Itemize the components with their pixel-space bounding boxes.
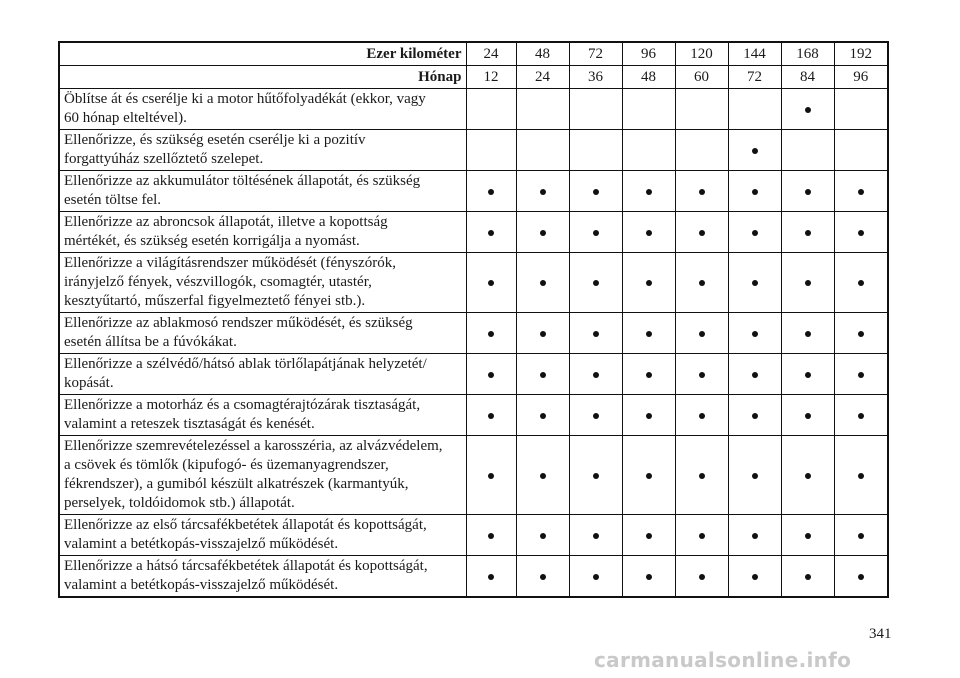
- task-description: [59, 556, 466, 598]
- schedule-cell: [728, 395, 781, 436]
- service-dot: [593, 533, 599, 539]
- service-dot: [752, 331, 758, 337]
- km-value: 144: [728, 42, 781, 66]
- task-description: [59, 171, 466, 212]
- service-dot: [752, 230, 758, 236]
- km-value: 120: [675, 42, 728, 66]
- service-dot: [805, 372, 811, 378]
- schedule-cell: [622, 171, 675, 212]
- service-dot: [646, 189, 652, 195]
- table-row: [59, 436, 888, 515]
- schedule-cell: [466, 89, 516, 130]
- service-dot: [540, 473, 546, 479]
- schedule-cell: [728, 354, 781, 395]
- service-dot: [805, 189, 811, 195]
- schedule-cell: [728, 212, 781, 253]
- schedule-cell: [516, 436, 569, 515]
- service-dot: [540, 533, 546, 539]
- service-dot: [858, 372, 864, 378]
- header-row-kilometers: [59, 42, 888, 66]
- schedule-cell: [569, 313, 622, 354]
- schedule-cell: [516, 253, 569, 313]
- table-row: [59, 171, 888, 212]
- schedule-cell: [781, 515, 834, 556]
- service-dot: [540, 189, 546, 195]
- table-row: [59, 556, 888, 598]
- schedule-cell: [728, 556, 781, 598]
- service-dot: [752, 372, 758, 378]
- service-dot: [488, 372, 494, 378]
- km-value: 48: [516, 42, 569, 66]
- service-dot: [646, 574, 652, 580]
- task-line: Ellenőrizze az ablakmosó rendszer működését, és szükség: [64, 315, 413, 331]
- schedule-cell: [781, 212, 834, 253]
- schedule-cell: [834, 253, 888, 313]
- service-dot: [488, 473, 494, 479]
- schedule-cell: [781, 556, 834, 598]
- schedule-cell: [466, 313, 516, 354]
- service-dot: [752, 148, 758, 154]
- schedule-cell: [675, 313, 728, 354]
- service-dot: [646, 230, 652, 236]
- service-dot: [858, 230, 864, 236]
- service-dot: [540, 574, 546, 580]
- service-dot: [646, 331, 652, 337]
- schedule-cell: [728, 253, 781, 313]
- km-value: 96: [622, 42, 675, 66]
- service-dot: [699, 372, 705, 378]
- schedule-cell: [569, 89, 622, 130]
- task-line: Ellenőrizze a motorház és a csomagtérajtózárak tisztaságát,: [64, 397, 421, 413]
- schedule-cell: [675, 436, 728, 515]
- table-row: [59, 253, 888, 313]
- task-line: mértékét, és szükség esetén korrigálja a nyomást.: [64, 233, 360, 249]
- service-dot: [593, 574, 599, 580]
- schedule-cell: [834, 212, 888, 253]
- schedule-cell: [675, 130, 728, 171]
- task-line: fékrendszer), a gumiból készült alkatrészek (karmantyúk,: [64, 476, 409, 492]
- service-dot: [646, 413, 652, 419]
- task-line: Ellenőrizze az abroncsok állapotát, illetve a kopottság: [64, 214, 388, 230]
- schedule-cell: [516, 212, 569, 253]
- month-value: 36: [569, 66, 622, 89]
- watermark: carmanualsonline.info: [594, 648, 852, 672]
- schedule-cell: [622, 313, 675, 354]
- task-line: Öblítse át és cserélje ki a motor hűtőfolyadékát (ekkor, vagy: [64, 91, 426, 107]
- service-dot: [488, 331, 494, 337]
- km-value: 24: [466, 42, 516, 66]
- month-value: 12: [466, 66, 516, 89]
- schedule-cell: [834, 313, 888, 354]
- task-line: Ellenőrizze szemrevételezéssel a karosszéria, az alvázvédelem,: [64, 438, 443, 454]
- schedule-cell: [622, 436, 675, 515]
- schedule-cell: [569, 515, 622, 556]
- schedule-cell: [675, 253, 728, 313]
- task-line: esetén állítsa be a fúvókákat.: [64, 334, 237, 350]
- schedule-cell: [675, 212, 728, 253]
- table-row: [59, 130, 888, 171]
- task-line: valamint a betétkopás-visszajelző működését.: [64, 536, 339, 552]
- schedule-cell: [466, 556, 516, 598]
- task-description: [59, 89, 466, 130]
- service-dot: [540, 280, 546, 286]
- service-dot: [540, 230, 546, 236]
- schedule-cell: [516, 395, 569, 436]
- schedule-cell: [781, 395, 834, 436]
- schedule-cell: [569, 171, 622, 212]
- service-dot: [805, 230, 811, 236]
- month-value: 60: [675, 66, 728, 89]
- schedule-cell: [516, 89, 569, 130]
- task-line: 60 hónap elteltével).: [64, 110, 187, 126]
- month-value: 84: [781, 66, 834, 89]
- service-dot: [805, 331, 811, 337]
- service-dot: [752, 574, 758, 580]
- schedule-cell: [466, 212, 516, 253]
- service-dot: [699, 413, 705, 419]
- km-header-label: Ezer kilométer: [59, 42, 466, 66]
- service-dot: [699, 473, 705, 479]
- service-dot: [805, 473, 811, 479]
- schedule-cell: [675, 354, 728, 395]
- service-dot: [752, 189, 758, 195]
- schedule-cell: [516, 556, 569, 598]
- schedule-cell: [834, 354, 888, 395]
- km-value: 192: [834, 42, 888, 66]
- service-dot: [699, 280, 705, 286]
- table-row: [59, 515, 888, 556]
- task-line: valamint a betétkopás-visszajelző működését.: [64, 577, 339, 593]
- schedule-cell: [622, 212, 675, 253]
- schedule-cell: [675, 171, 728, 212]
- schedule-cell: [781, 130, 834, 171]
- schedule-cell: [728, 130, 781, 171]
- schedule-cell: [675, 556, 728, 598]
- schedule-cell: [516, 130, 569, 171]
- schedule-cell: [466, 253, 516, 313]
- schedule-cell: [781, 171, 834, 212]
- schedule-cell: [781, 313, 834, 354]
- schedule-cell: [466, 515, 516, 556]
- schedule-cell: [466, 354, 516, 395]
- schedule-cell: [675, 89, 728, 130]
- table-row: [59, 395, 888, 436]
- schedule-cell: [675, 515, 728, 556]
- service-dot: [593, 280, 599, 286]
- month-value: 72: [728, 66, 781, 89]
- schedule-cell: [834, 130, 888, 171]
- service-dot: [593, 189, 599, 195]
- schedule-cell: [516, 515, 569, 556]
- task-line: perselyek, toldóidomok stb.) állapotát.: [64, 495, 295, 511]
- service-dot: [858, 280, 864, 286]
- task-line: Ellenőrizze a szélvédő/hátsó ablak törlőlapátjának helyzetét/: [64, 356, 427, 372]
- schedule-cell: [569, 436, 622, 515]
- month-header-label: Hónap: [59, 66, 466, 89]
- service-dot: [858, 413, 864, 419]
- service-dot: [752, 473, 758, 479]
- schedule-cell: [834, 395, 888, 436]
- service-dot: [488, 230, 494, 236]
- service-dot: [699, 331, 705, 337]
- service-dot: [805, 413, 811, 419]
- schedule-cell: [834, 89, 888, 130]
- task-line: forgattyúház szellőztető szelepet.: [64, 151, 264, 167]
- schedule-cell: [834, 515, 888, 556]
- table-row: [59, 212, 888, 253]
- service-dot: [593, 413, 599, 419]
- service-dot: [752, 413, 758, 419]
- task-line: Ellenőrizze az első tárcsafékbetétek állapotát és kopottságát,: [64, 517, 427, 533]
- service-dot: [646, 533, 652, 539]
- schedule-cell: [569, 354, 622, 395]
- schedule-cell: [622, 253, 675, 313]
- schedule-cell: [622, 556, 675, 598]
- task-line: kopását.: [64, 375, 114, 391]
- task-description: [59, 253, 466, 313]
- task-line: esetén töltse fel.: [64, 192, 162, 208]
- header-row-months: [59, 66, 888, 89]
- service-dot: [858, 331, 864, 337]
- schedule-cell: [781, 253, 834, 313]
- schedule-cell: [569, 212, 622, 253]
- table-row: [59, 89, 888, 130]
- schedule-cell: [834, 436, 888, 515]
- task-line: Ellenőrizze a hátsó tárcsafékbetétek állapotát és kopottságát,: [64, 558, 428, 574]
- service-dot: [752, 280, 758, 286]
- service-dot: [488, 574, 494, 580]
- task-description: [59, 354, 466, 395]
- schedule-cell: [466, 130, 516, 171]
- task-description: [59, 313, 466, 354]
- schedule-cell: [622, 89, 675, 130]
- schedule-cell: [728, 515, 781, 556]
- task-description: [59, 436, 466, 515]
- task-line: Ellenőrizze az akkumulátor töltésének állapotát, és szükség: [64, 173, 421, 189]
- service-dot: [805, 107, 811, 113]
- service-dot: [805, 533, 811, 539]
- service-dot: [488, 413, 494, 419]
- task-line: Ellenőrizze a világításrendszer működését (fényszórók,: [64, 255, 396, 271]
- service-dot: [593, 331, 599, 337]
- task-line: valamint a reteszek tisztaságát és kenését.: [64, 416, 315, 432]
- schedule-cell: [728, 171, 781, 212]
- schedule-cell: [516, 354, 569, 395]
- km-value: 72: [569, 42, 622, 66]
- task-description: [59, 515, 466, 556]
- schedule-cell: [728, 313, 781, 354]
- service-dot: [593, 473, 599, 479]
- service-dot: [699, 189, 705, 195]
- service-dot: [540, 413, 546, 419]
- schedule-cell: [569, 130, 622, 171]
- service-dot: [805, 280, 811, 286]
- schedule-cell: [466, 436, 516, 515]
- service-dot: [699, 533, 705, 539]
- month-value: 96: [834, 66, 888, 89]
- task-description: [59, 130, 466, 171]
- schedule-cell: [569, 253, 622, 313]
- service-dot: [699, 574, 705, 580]
- schedule-cell: [728, 89, 781, 130]
- schedule-cell: [834, 171, 888, 212]
- table-row: [59, 354, 888, 395]
- service-dot: [540, 331, 546, 337]
- page-number: 341: [869, 626, 892, 642]
- month-value: 48: [622, 66, 675, 89]
- schedule-cell: [569, 556, 622, 598]
- schedule-cell: [675, 395, 728, 436]
- schedule-cell: [834, 556, 888, 598]
- schedule-cell: [622, 130, 675, 171]
- service-dot: [699, 230, 705, 236]
- task-line: a csövek és tömlők (kipufogó- és üzemanyagrendszer,: [64, 457, 389, 473]
- schedule-cell: [569, 395, 622, 436]
- schedule-cell: [781, 436, 834, 515]
- service-dot: [488, 189, 494, 195]
- service-dot: [646, 280, 652, 286]
- service-dot: [488, 280, 494, 286]
- schedule-cell: [516, 171, 569, 212]
- service-dot: [805, 574, 811, 580]
- maintenance-schedule-table: [58, 41, 889, 598]
- service-dot: [858, 533, 864, 539]
- table-row: [59, 313, 888, 354]
- schedule-cell: [781, 89, 834, 130]
- service-dot: [858, 473, 864, 479]
- service-dot: [646, 473, 652, 479]
- service-dot: [752, 533, 758, 539]
- task-line: kesztyűtartó, műszerfal figyelmeztető fényei stb.).: [64, 293, 366, 309]
- service-dot: [540, 372, 546, 378]
- service-dot: [646, 372, 652, 378]
- task-line: irányjelző fények, vészvillogók, csomagtér, utastér,: [64, 274, 372, 290]
- service-dot: [593, 372, 599, 378]
- schedule-cell: [781, 354, 834, 395]
- schedule-cell: [466, 395, 516, 436]
- month-value: 24: [516, 66, 569, 89]
- task-description: [59, 212, 466, 253]
- schedule-cell: [622, 354, 675, 395]
- service-dot: [858, 574, 864, 580]
- task-line: Ellenőrizze, és szükség esetén cserélje ki a pozitív: [64, 132, 366, 148]
- schedule-cell: [728, 436, 781, 515]
- task-description: [59, 395, 466, 436]
- schedule-cell: [622, 395, 675, 436]
- service-dot: [593, 230, 599, 236]
- schedule-cell: [516, 313, 569, 354]
- schedule-cell: [466, 171, 516, 212]
- service-dot: [858, 189, 864, 195]
- schedule-cell: [622, 515, 675, 556]
- km-value: 168: [781, 42, 834, 66]
- service-dot: [488, 533, 494, 539]
